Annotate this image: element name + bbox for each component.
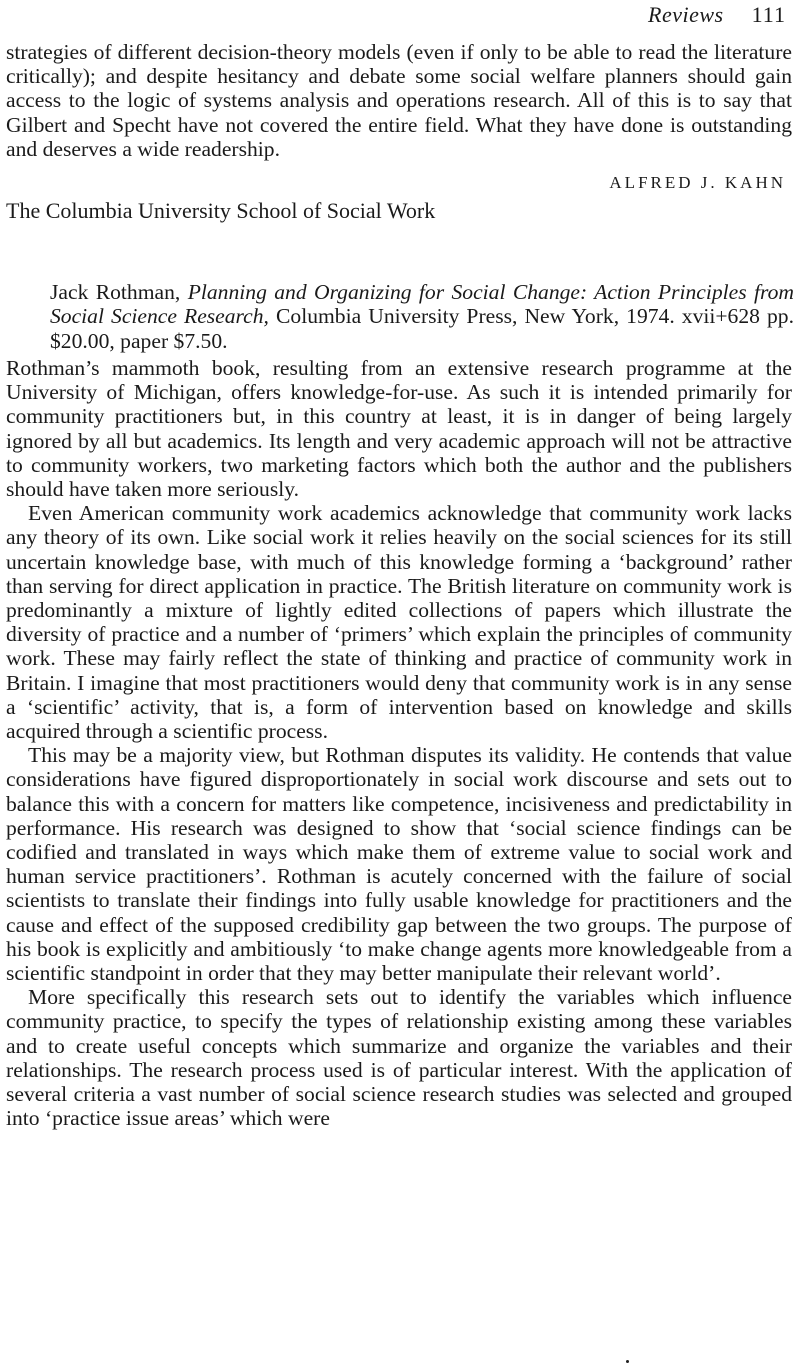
running-header [648, 2, 786, 28]
review-paragraph: Even American community work academics acknowledge that community work lacks any theory of its own. Like social work it relies heavily on the social sciences for its still uncertain knowledge base, with much of this knowledge forming a ‘background’ rather than serving for direct application in practice. The British literature on community work is predominantly a mixture of lightly edited collections of papers which illustrate the diversity of practice and a number of ‘primers’ which explain the principles of community work. These may fairly reflect the state of thinking and practice of community work in Britain. I imagine that most practitioners would deny that community work is in any sense a ‘scientific’ activity, that is, a form of intervention based on knowledge and skills acquired through a scientific process. [6, 501, 792, 744]
page-mark [626, 1360, 629, 1363]
review-paragraph: Rothman’s mammoth book, resulting from an extensive research programme at the University of Michigan, offers knowledge-for-use. As such it is intended primarily for community practitioners but, in this country at least, it is in danger of being largely ignored by all but academics. Its length and very academic approach will not be attractive to community workers, two marketing factors which both the author and the publishers should have taken more seriously. [6, 356, 792, 502]
page-number: 111 [751, 2, 786, 27]
book-title: Planning and Organizing for Social Change: Action Principles from Social Science Research, [50, 280, 795, 329]
running-title: Reviews [648, 2, 724, 27]
review-body [6, 356, 792, 1131]
review-paragraph: This may be a majority view, but Rothman disputes its validity. He contends that value considerations have figured disproportionately in social work discourse and sets out to balance this with a concern for matters like competence, incisiveness and predictability in performance. His research was designed to show that ‘social science findings can be codified and translated in ways which make them of extreme value to social work and human service practitioners’. Rothman is acutely concerned with the failure of social scientists to translate their findings into fully usable knowledge for practitioners and the cause and effect of the supposed credibility gap between the two groups. The purpose of his book is explicitly and ambitiously ‘to make change agents more knowledgeable from a scientific standpoint in order that they may better manipulate their relevant world’. [6, 743, 792, 986]
reviewer-signature: ALFRED J. KAHN [609, 173, 786, 192]
book-publisher-details: Columbia University Press, New York, 1974. xvii+628 pp. $20.00, paper $7.50. [50, 304, 794, 353]
book-author: Jack Rothman, [50, 280, 181, 304]
previous-review-ending [6, 40, 792, 161]
previous-review-paragraph: strategies of different decision-theory models (even if only to be able to read the literature critically); and despite hesitancy and debate some social welfare planners should gain access to the logic of systems analysis and operations research. All of this is to say that Gilbert and Specht have not covered the entire field. What they have done is outstanding and deserves a wide readership. [6, 40, 792, 161]
reviewer-affiliation: The Columbia University School of Social Work [6, 198, 436, 223]
review-paragraph: More specifically this research sets out to identify the variables which influence community practice, to specify the types of relationship existing among these variables and to create useful concepts which summarize and organize the variables and their relationships. The research process used is of particular interest. With the application of several criteria a vast number of social science research studies was selected and grouped into ‘practice issue areas’ which were [6, 985, 792, 1131]
book-citation [50, 280, 794, 353]
